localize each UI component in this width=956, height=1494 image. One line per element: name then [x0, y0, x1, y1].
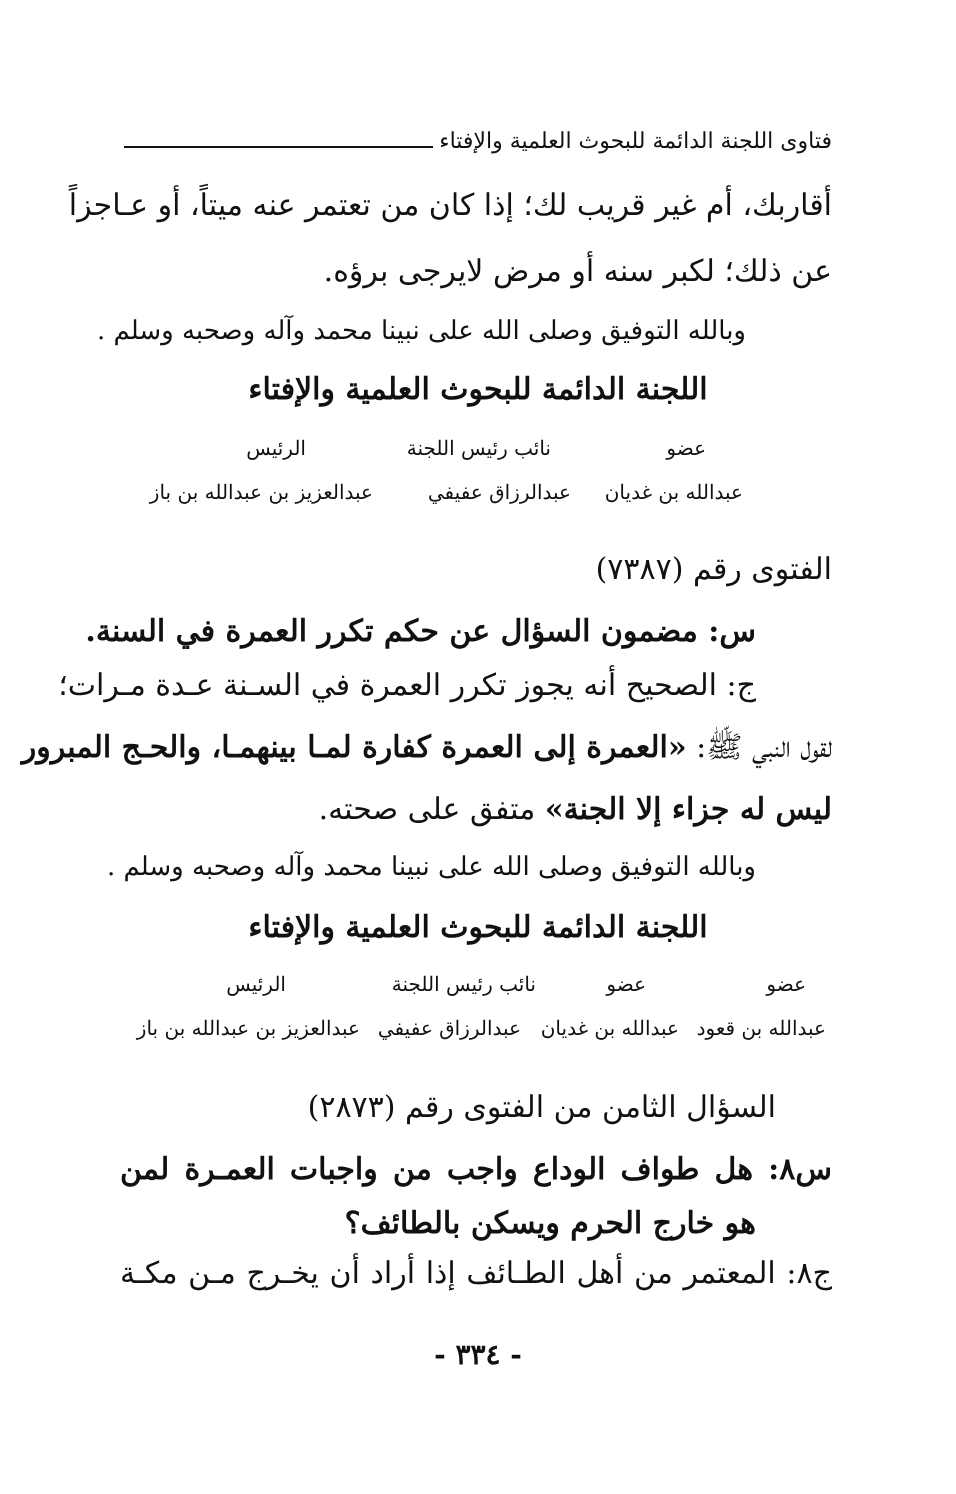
fatwa-number: الفتوى رقم (٧٣٨٧)	[595, 552, 832, 587]
signatory-name-member: عبدالله بن غديان	[540, 1016, 679, 1040]
page-number: - ٣٣٤ -	[434, 1338, 522, 1371]
signatory-name-president: عبدالعزيز بن عبدالله بن باز	[136, 1016, 360, 1040]
signatory-name-president: عبدالعزيز بن عبدالله بن باز	[149, 480, 373, 504]
signatory-role-member: عضو	[606, 972, 646, 996]
signatory-name-vice: عبدالرزاق عفيفي	[427, 480, 571, 504]
signatory-role-president: الرئيس	[246, 436, 306, 460]
signatory-name-member: عبدالله بن غديان	[604, 480, 743, 504]
signatory-role-member: عضو	[766, 972, 806, 996]
question-heading: السؤال الثامن من الفتوى رقم (٢٨٧٣)	[307, 1090, 776, 1125]
signatory-role-vice: نائب رئيس اللجنة	[391, 972, 536, 996]
answer-line	[21, 730, 832, 766]
signatory-role-member: عضو	[666, 436, 706, 460]
hadith-quote: «العمرة إلى العمرة كفارة لمـا بينهمـا، والحـج المبرور	[21, 730, 687, 765]
closing-prayer: وبالله التوفيق وصلى الله على نبينا محمد وآله وصحبه وسلم .	[106, 852, 756, 882]
answer-line	[120, 792, 832, 828]
signatory-role-vice: نائب رئيس اللجنة	[406, 436, 551, 460]
answer-text: متفق على صحته.	[318, 792, 545, 827]
body-line: أقاربك، أم غير قريب لك؛ إذا كان من تعتمر عنه ميتاً، أو عـاجزاً	[68, 188, 832, 223]
running-header	[124, 116, 832, 156]
signatory-role-president: الرئيس	[226, 972, 286, 996]
committee-name: اللجنة الدائمة للبحوث العلمية والإفتاء	[248, 372, 708, 407]
question: س: مضمون السؤال عن حكم تكرر العمرة في السنة.	[85, 614, 756, 649]
question: س٨: هل طواف الوداع واجب من واجبات العمـرة لمن	[120, 1152, 832, 1187]
closing-prayer: وبالله التوفيق وصلى الله على نبينا محمد وآله وصحبه وسلم .	[96, 316, 746, 346]
answer-text: لقول النبي ﷺ:	[686, 730, 832, 765]
header-rule	[124, 146, 433, 148]
header-title: فتاوى اللجنة الدائمة للبحوث العلمية والإفتاء	[439, 129, 832, 154]
body-line: عن ذلك؛ لكبر سنه أو مرض لايرجى برؤه.	[323, 254, 832, 289]
signatory-name-vice: عبدالرزاق عفيفي	[377, 1016, 521, 1040]
committee-name: اللجنة الدائمة للبحوث العلمية والإفتاء	[248, 910, 708, 945]
answer-line: ج: الصحيح أنه يجوز تكرر العمرة في السـنة عـدة مـرات؛	[58, 668, 756, 703]
answer-line: ج٨: المعتمر من أهل الطـائف إذا أراد أن يخـرج مـن مكـة	[120, 1256, 832, 1291]
hadith-quote: ليس له جزاء إلا الجنة»	[544, 792, 832, 827]
question: هو خارج الحرم ويسكن بالطائف؟	[344, 1206, 756, 1241]
signatory-name-member: عبدالله بن قعود	[696, 1016, 826, 1040]
